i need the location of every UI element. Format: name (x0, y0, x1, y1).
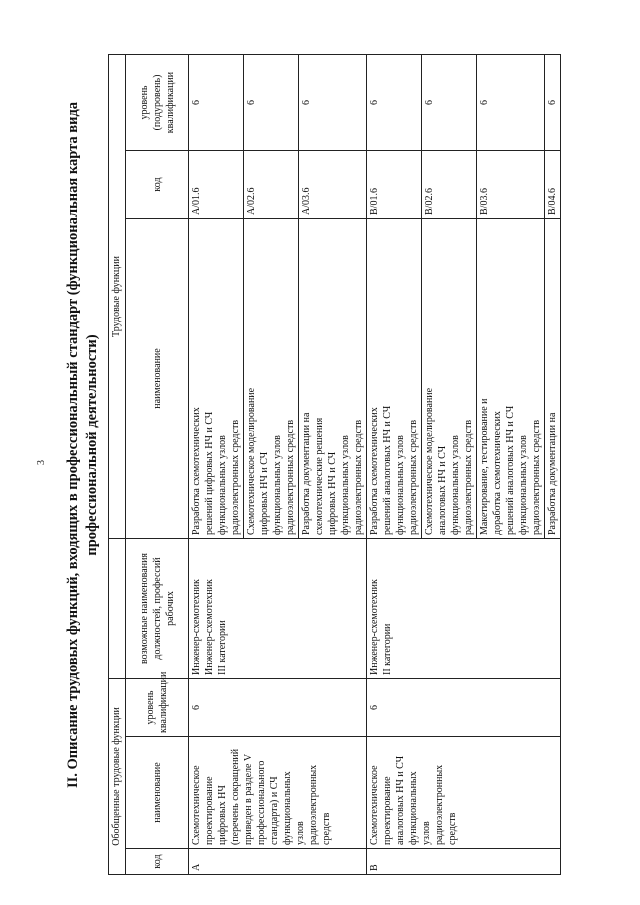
col-header-function-name: наименование (126, 219, 189, 539)
group-positions: Инженер-схемотехник Инженер-схемотехник III категории (189, 539, 367, 679)
function-level: 6 (422, 55, 477, 151)
functional-map-table (108, 54, 561, 875)
section-title (64, 45, 102, 845)
labor-functions-header: Трудовые функции (109, 55, 126, 539)
function-code: A/03.6 (299, 151, 367, 219)
function-name: Схемотехническое моделирование цифровых НЧ и СЧ функциональных узлов радиоэлектронных средств (244, 219, 299, 539)
function-level: 6 (477, 55, 545, 151)
generalized-functions-header: Обобщенные трудовые функции (109, 679, 126, 875)
col-header-code: код (126, 849, 189, 875)
group-code: А (189, 849, 367, 875)
group-level: 6 (367, 679, 561, 737)
function-code: B/04.6 (545, 151, 561, 219)
group-positions: Инженер-схемотехник II категории (367, 539, 561, 679)
table-row (367, 55, 422, 875)
function-name: Схемотехническое моделирование аналоговых НЧ и СЧ функциональных узлов радиоэлектронных средств (422, 219, 477, 539)
function-name: Разработка схемотехнических решений цифровых НЧ и СЧ функциональных узлов радиоэлектронных средств (189, 219, 244, 539)
function-code: A/01.6 (189, 151, 244, 219)
function-name: Макетирование, тестирование и доработка схемотехнических решений аналоговых НЧ и СЧ функциональных узлов радиоэлектронных средств (477, 219, 545, 539)
function-name: Разработка документации на (545, 219, 561, 539)
function-level: 6 (189, 55, 244, 151)
section-title-line-1: II. Описание трудовых функций, входящих в профессиональный стандарт (функциональная карта вида (65, 101, 81, 789)
header-spacer (109, 539, 126, 679)
function-code: A/02.6 (244, 151, 299, 219)
col-header-positions: возможные наименования должностей, профессий рабочих (126, 539, 189, 679)
group-name: Схемотехническое проектирование цифровых НЧ (перечень сокращений приведен в разделе V профессионального стандарта) и СЧ функциональных узлов радиоэлектронных средств (189, 737, 367, 849)
function-level: 6 (367, 55, 422, 151)
col-header-function-level: уровень (подуровень) квалификации (126, 55, 189, 151)
col-header-name: наименование (126, 737, 189, 849)
col-header-function-code: код (126, 151, 189, 219)
function-level: 6 (244, 55, 299, 151)
function-name: Разработка документации на схемотехнические решения цифровых НЧ и СЧ функциональных узлов радиоэлектронных средств (299, 219, 367, 539)
group-name: Схемотехническое проектирование аналоговых НЧ и СЧ функциональных узлов радиоэлектронных средств (367, 737, 561, 849)
function-level: 6 (299, 55, 367, 151)
function-code: B/02.6 (422, 151, 477, 219)
page-number: 3 (36, 460, 47, 465)
function-code: B/03.6 (477, 151, 545, 219)
group-code: В (367, 849, 561, 875)
section-title-line-2: профессиональной деятельности) (84, 334, 100, 556)
col-header-level: уровень квалификации (126, 679, 189, 737)
function-level: 6 (545, 55, 561, 151)
group-level: 6 (189, 679, 367, 737)
function-code: B/01.6 (367, 151, 422, 219)
function-name: Разработка схемотехнических решений аналоговых НЧ и СЧ функциональных узлов радиоэлектронных средств (367, 219, 422, 539)
table-row (189, 55, 244, 875)
